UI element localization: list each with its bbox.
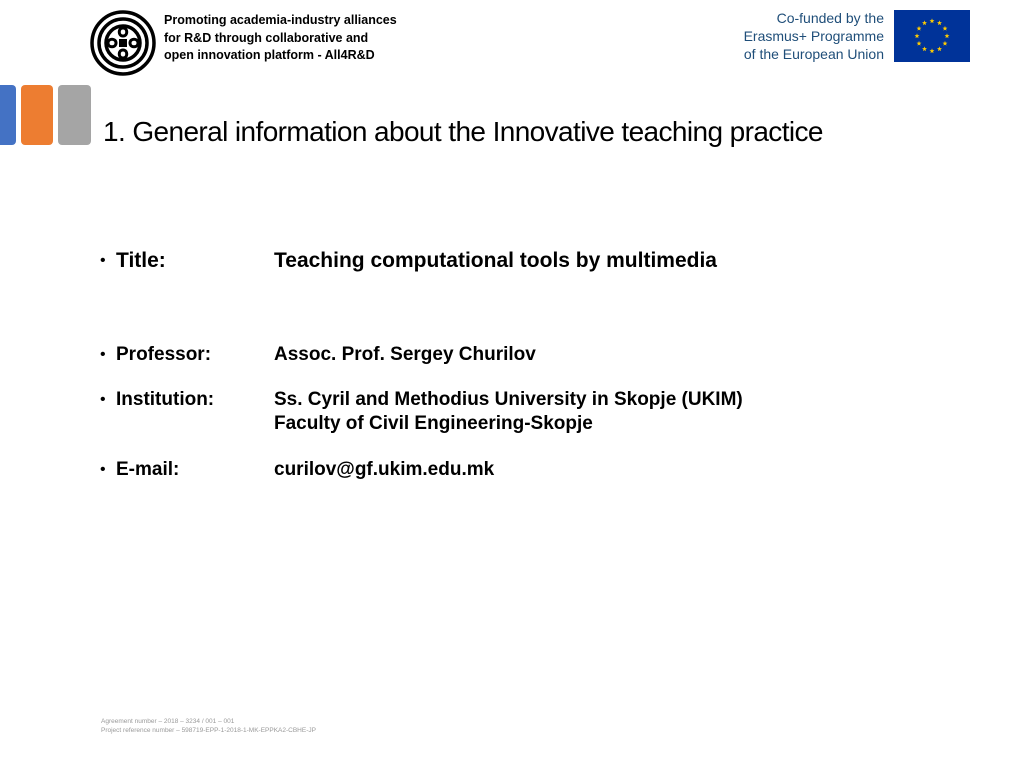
slide-title: 1. General information about the Innovative teaching practice [103,116,823,147]
info-label: E-mail: [116,459,180,480]
accent-bar-grey [58,85,91,145]
info-label: Title: [116,249,166,272]
eu-text-line: Erasmus+ Programme [743,28,884,44]
accent-bar-orange [21,85,53,145]
bullet: • [100,252,106,269]
info-row-email [100,458,494,482]
accent-bar-blue [0,85,16,145]
info-label: Professor: [116,344,212,365]
project-name-line: open innovation platform - All4R&D [164,48,375,62]
project-name [164,12,397,65]
info-value: Faculty of Civil Engineering-Skopje [274,413,593,434]
bullet: • [100,346,106,363]
project-reference: Project reference number – 598719-EPP-1-2018-1-MK-EPPKA2-CBHE-JP [101,727,316,734]
info-value: Assoc. Prof. Sergey Churilov [274,344,536,365]
info-row-title [100,249,717,273]
circular-maze-logo-icon [90,10,156,76]
info-value: Teaching computational tools by multimedia [274,249,717,272]
info-value: Ss. Cyril and Methodius University in Skopje (UKIM) [274,389,743,410]
info-value-block [274,388,743,436]
project-name-line: Promoting academia-industry alliances [164,13,397,27]
agreement-number: Agreement number – 2018 – 3234 / 001 – 001 [101,718,235,725]
eu-text-line: of the European Union [743,46,884,62]
info-row-professor [100,343,536,367]
bullet: • [100,461,106,478]
eu-flag-icon [894,10,970,62]
eu-cofunding-text [744,9,884,63]
eu-text-line: Co-funded by the [776,10,884,26]
email-value: curilov@gf.ukim.edu.mk [274,459,495,480]
footer [101,717,316,735]
bullet: • [100,391,106,408]
info-row-institution [100,388,743,436]
project-name-line: for R&D through collaborative and [164,30,369,45]
info-label: Institution: [116,389,215,410]
